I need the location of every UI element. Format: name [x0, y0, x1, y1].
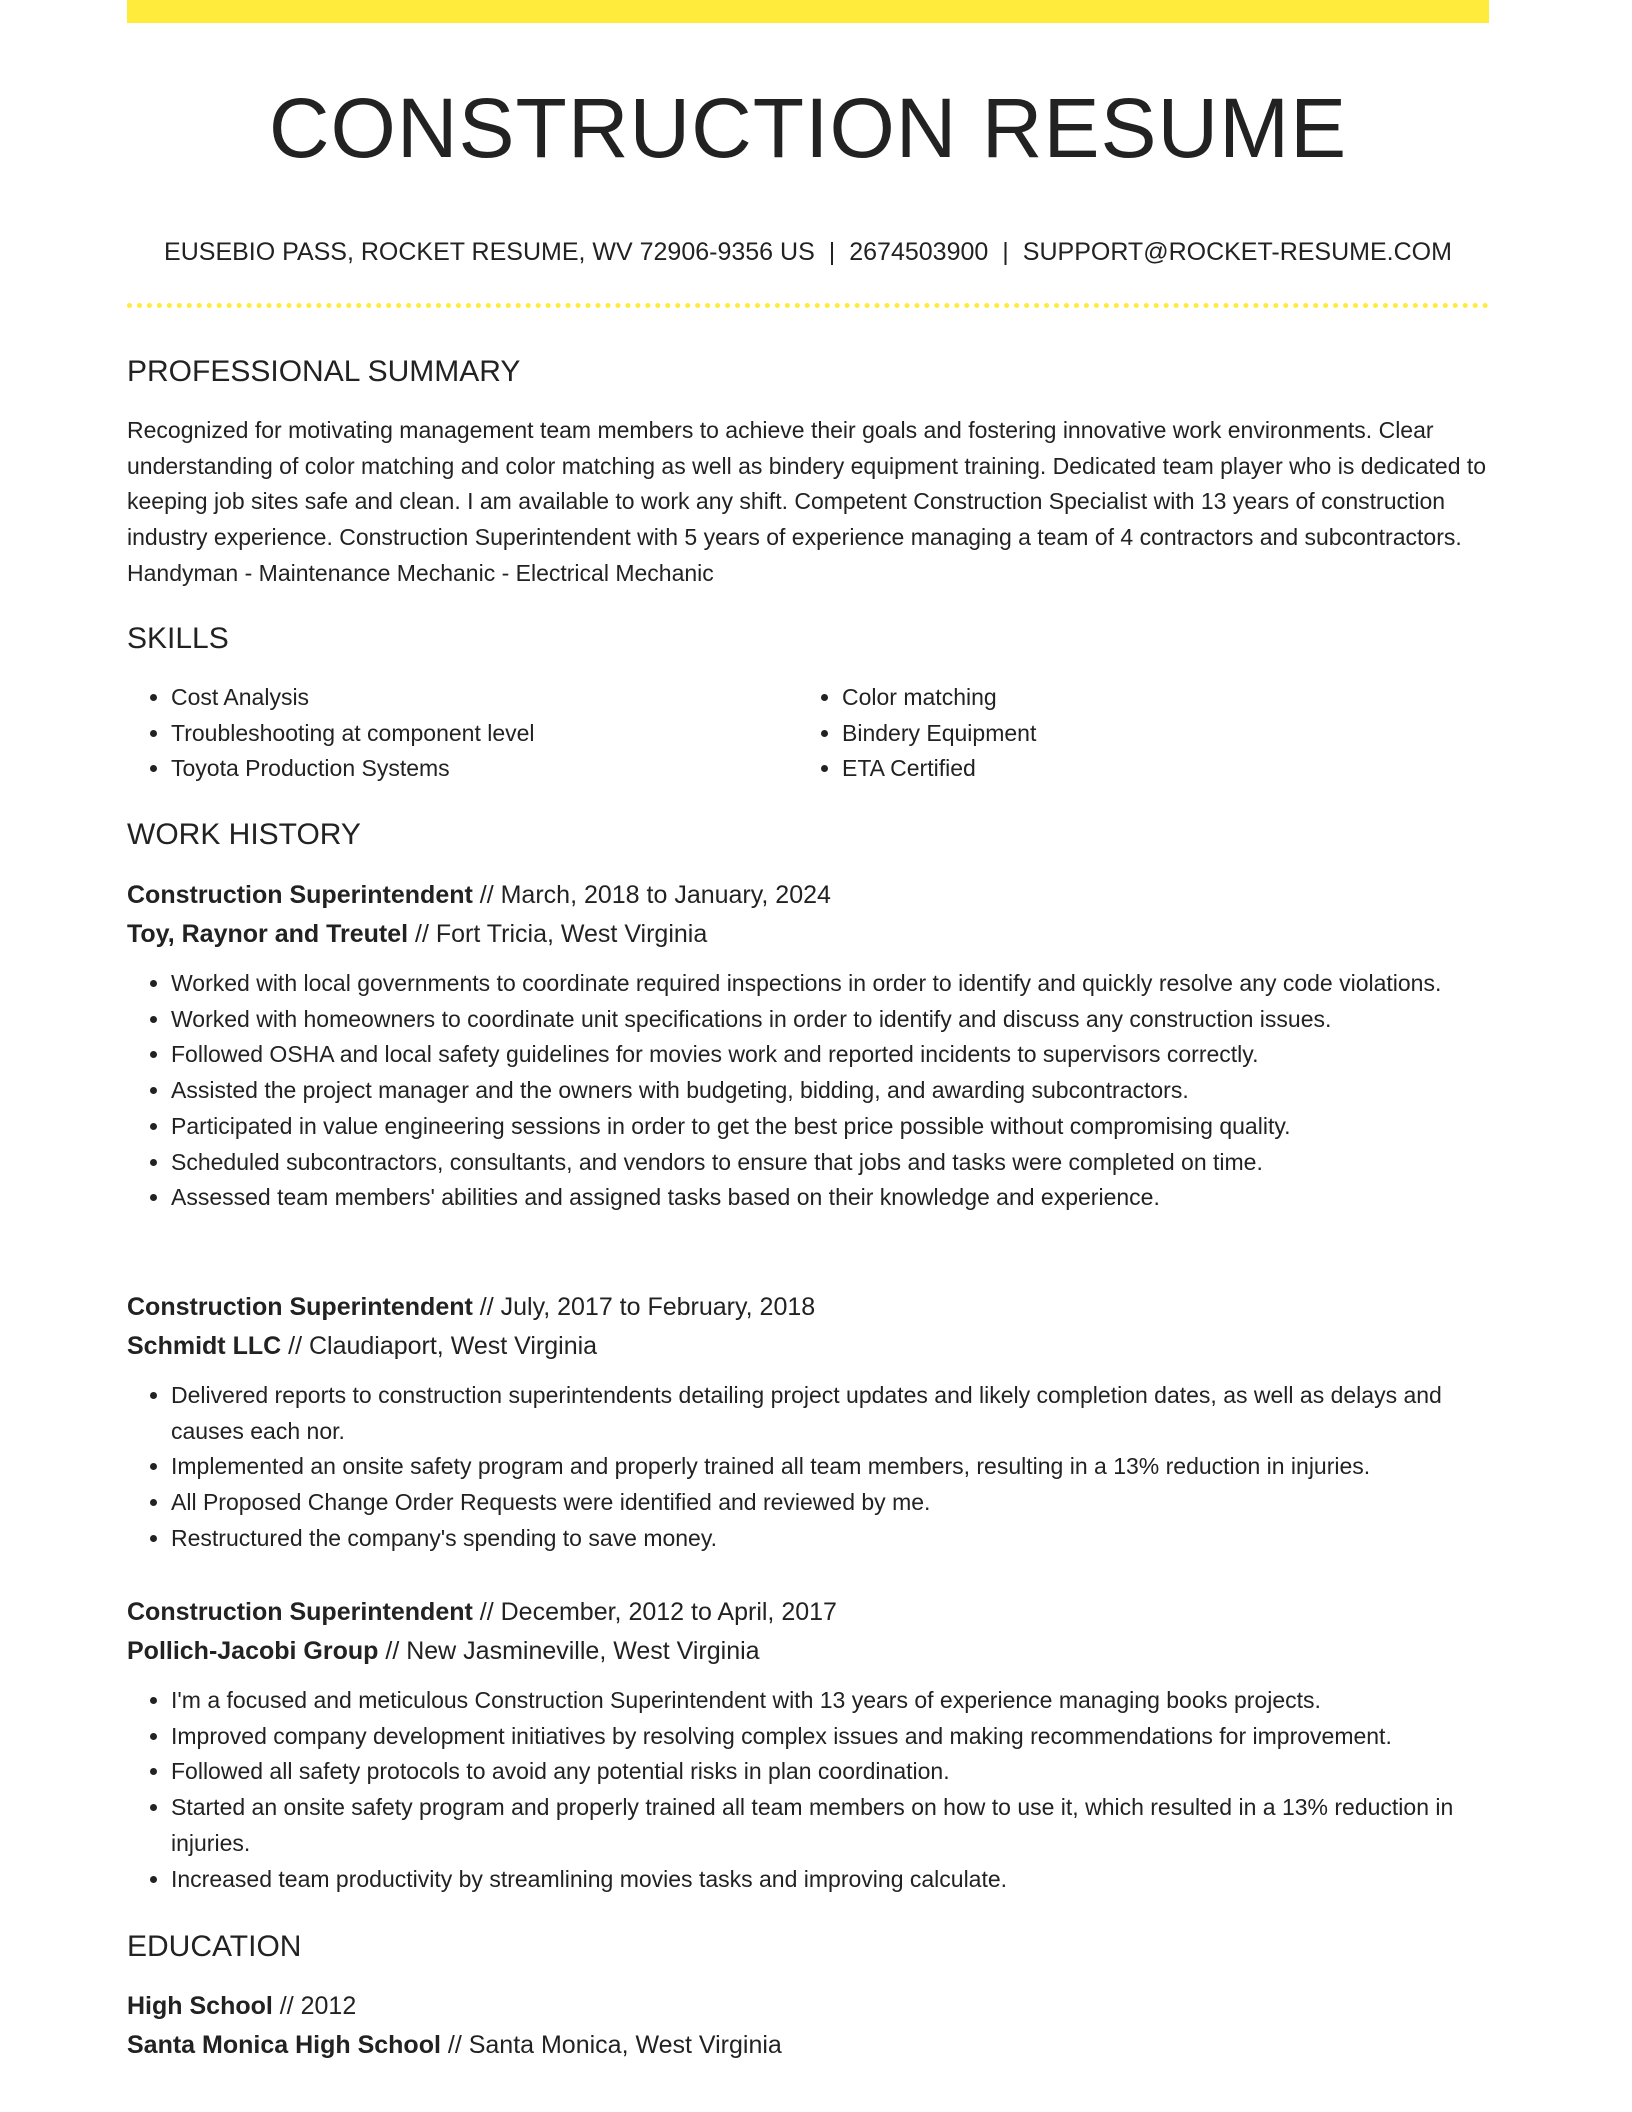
contact-email: SUPPORT@ROCKET-RESUME.COM — [1022, 238, 1452, 266]
education-school: Santa Monica High School — [127, 2031, 441, 2059]
skill-item: • Cost Analysis — [171, 680, 798, 716]
job-bullet-list — [127, 1683, 1489, 1897]
work-history-heading: WORK HISTORY — [127, 818, 361, 851]
summary-heading: PROFESSIONAL SUMMARY — [127, 355, 521, 388]
job-entry — [127, 1288, 1489, 1557]
job-title-line — [127, 1288, 1489, 1327]
job-title-line — [127, 876, 1489, 915]
contact-separator: | — [828, 238, 836, 266]
job-dates: // December, 2012 to April, 2017 — [472, 1598, 837, 1626]
top-accent-bar — [127, 0, 1489, 23]
job-bullet: • Followed all safety protocols to avoid any potential risks in plan coordination. — [171, 1754, 1489, 1790]
work-history-section — [127, 817, 1489, 853]
job-bullet: • Restructured the company's spending to save money. — [171, 1521, 1489, 1557]
summary-section — [127, 354, 1489, 592]
job-bullet: • Implemented an onsite safety program and properly trained all team members, resulting in a 13% reduction in injuries. — [171, 1449, 1489, 1485]
education-section — [127, 1929, 1489, 2065]
summary-text: Recognized for motivating management team members to achieve their goals and fostering innovative work environments. Clear understanding of color matching and color matching as well as bindery equipment training. Dedicated team player who is dedicated to keeping job sites safe and clean. I am available to work any shift. Competent Construction Specialist with 13 years of construction industry experience. Construction Superintendent with 5 years of experience managing a team of 4 contractors and subcontractors. Handyman - Maintenance Mechanic - Electrical Mechanic — [127, 417, 1487, 586]
job-location: // New Jasmineville, West Virginia — [378, 1637, 760, 1665]
skills-list-left — [127, 680, 798, 787]
job-entry — [127, 1593, 1489, 1897]
contact-separator: | — [1002, 238, 1009, 266]
job-bullet: • Assessed team members' abilities and assigned tasks based on their knowledge and experience. — [171, 1180, 1489, 1216]
skills-column-right — [798, 680, 1469, 787]
skills-columns — [127, 680, 1489, 787]
job-bullet: • Improved company development initiatives by resolving complex issues and making recommendations for improvement. — [171, 1719, 1489, 1755]
job-bullet: • Increased team productivity by streamlining movies tasks and improving calculate. — [171, 1862, 1489, 1898]
education-heading: EDUCATION — [127, 1930, 302, 1963]
job-company-line — [127, 915, 1489, 954]
job-dates: // July, 2017 to February, 2018 — [472, 1293, 816, 1321]
skill-item: • Bindery Equipment — [842, 716, 1469, 752]
skills-heading: SKILLS — [127, 622, 229, 655]
job-bullet: • All Proposed Change Order Requests were identified and reviewed by me. — [171, 1485, 1489, 1521]
job-company: Toy, Raynor and Treutel — [127, 920, 409, 948]
education-degree-line — [127, 1987, 1489, 2026]
job-bullet: • I'm a focused and meticulous Construction Superintendent with 13 years of experience managing books projects. — [171, 1683, 1489, 1719]
contact-address: EUSEBIO PASS, ROCKET RESUME, WV 72906-9356 US — [164, 238, 815, 266]
education-year: // 2012 — [272, 1992, 357, 2020]
dotted-divider — [127, 303, 1489, 308]
job-bullet: • Followed OSHA and local safety guidelines for movies work and reported incidents to supervisors correctly. — [171, 1037, 1489, 1073]
skill-item: • ETA Certified — [842, 751, 1469, 787]
job-bullet: • Worked with homeowners to coordinate unit specifications in order to identify and discuss any construction issues. — [171, 1002, 1489, 1038]
contact-line — [127, 236, 1489, 268]
job-bullet-list — [127, 1378, 1489, 1557]
job-company: Schmidt LLC — [127, 1332, 282, 1360]
education-school-line — [127, 2026, 1489, 2065]
job-entry — [127, 876, 1489, 1216]
skills-list-right — [798, 680, 1469, 787]
job-bullet: • Participated in value engineering sessions in order to get the best price possible without compromising quality. — [171, 1109, 1489, 1145]
job-bullet: • Delivered reports to construction superintendents detailing project updates and likely completion dates, as well as delays and causes each nor. — [171, 1378, 1489, 1449]
skill-item: • Color matching — [842, 680, 1469, 716]
job-company-line — [127, 1632, 1489, 1671]
education-degree: High School — [127, 1992, 273, 2020]
job-title: Construction Superintendent — [127, 1293, 473, 1321]
job-bullet-list — [127, 966, 1489, 1216]
job-title: Construction Superintendent — [127, 881, 473, 909]
job-location: // Claudiaport, West Virginia — [281, 1332, 598, 1360]
job-company-line — [127, 1327, 1489, 1366]
resume-title: CONSTRUCTION RESUME — [268, 81, 1348, 175]
job-bullet: • Worked with local governments to coordinate required inspections in order to identify and quickly resolve any code violations. — [171, 966, 1489, 1002]
job-title: Construction Superintendent — [127, 1598, 473, 1626]
skill-item: • Troubleshooting at component level — [171, 716, 798, 752]
job-title-line — [127, 1593, 1489, 1632]
skills-column-left — [127, 680, 798, 787]
job-bullet: • Assisted the project manager and the owners with budgeting, bidding, and awarding subcontractors. — [171, 1073, 1489, 1109]
education-location: // Santa Monica, West Virginia — [440, 2031, 782, 2059]
job-bullet: • Started an onsite safety program and properly trained all team members on how to use it, which resulted in a 13% reduction in injuries. — [171, 1790, 1489, 1861]
job-bullet: • Scheduled subcontractors, consultants, and vendors to ensure that jobs and tasks were completed on time. — [171, 1145, 1489, 1181]
job-location: // Fort Tricia, West Virginia — [408, 920, 708, 948]
skill-item: • Toyota Production Systems — [171, 751, 798, 787]
skills-section — [127, 621, 1489, 787]
contact-phone: 2674503900 — [849, 238, 989, 266]
job-dates: // March, 2018 to January, 2024 — [472, 881, 831, 909]
job-company: Pollich-Jacobi Group — [127, 1637, 379, 1665]
